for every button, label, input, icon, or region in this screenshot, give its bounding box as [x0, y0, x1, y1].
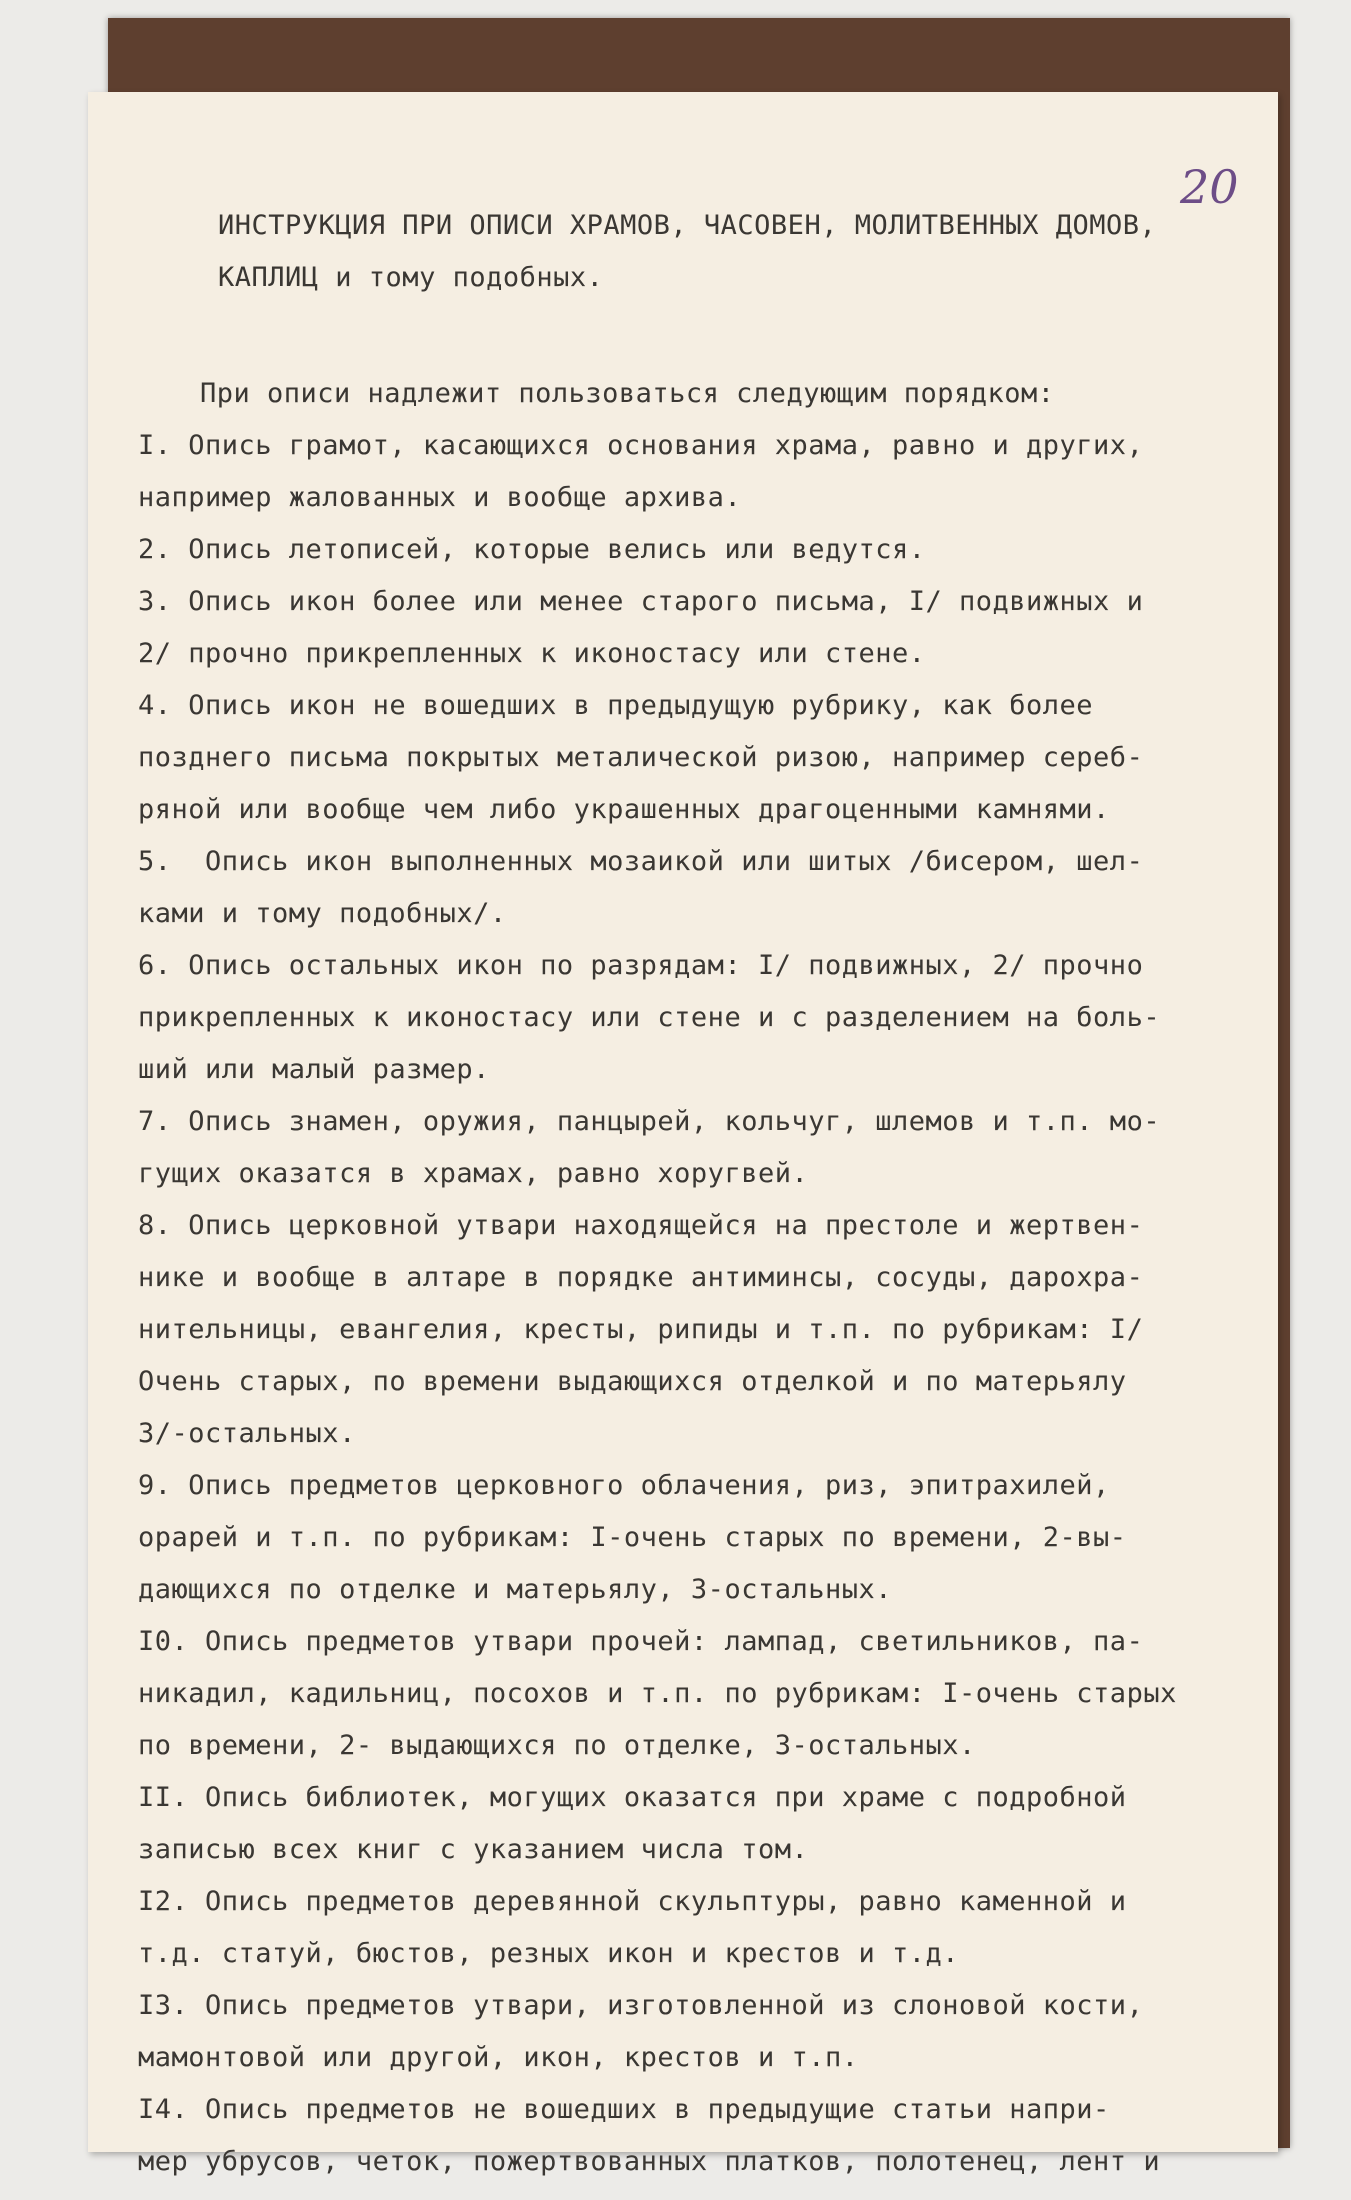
instruction-item	[138, 524, 1288, 576]
instruction-line: никадил, кадильниц, посохов и т.п. по рубрикам: I-очень старых	[138, 1678, 1177, 1709]
instruction-line: ший или малый размер.	[138, 1054, 490, 1085]
instruction-item	[138, 1200, 1288, 1460]
instruction-line: ряной или вообще чем либо украшенных драгоценными камнями.	[138, 794, 1110, 825]
instruction-line: 6. Опись остальных икон по разрядам: I/ подвижных, 2/ прочно	[138, 950, 1144, 981]
instruction-line: Очень старых, по времени выдающихся отделкой и по матерьялу	[138, 1366, 1127, 1397]
instruction-item	[138, 576, 1288, 680]
instruction-line: нительницы, евангелия, кресты, рипиды и т.п. по рубрикам: I/	[138, 1314, 1144, 1345]
instruction-item	[138, 1616, 1288, 1772]
instruction-item	[138, 1772, 1288, 1876]
instruction-line: нике и вообще в алтаре в порядке антиминсы, сосуды, дарохра-	[138, 1262, 1144, 1293]
instruction-line: 8. Опись церковной утвари находящейся на престоле и жертвен-	[138, 1210, 1144, 1241]
instruction-item	[138, 420, 1288, 524]
instruction-line: I2. Опись предметов деревянной скульптуры, равно каменной и	[138, 1886, 1127, 1917]
instruction-line: 7. Опись знамен, оружия, панцырей, кольчуг, шлемов и т.п. мо-	[138, 1106, 1161, 1137]
instruction-line: 4. Опись икон не вошедших в предыдущую рубрику, как более	[138, 690, 1094, 721]
instruction-line: II. Опись библиотек, могущих оказатся при храме с подробной	[138, 1782, 1127, 1813]
instruction-item	[138, 836, 1288, 940]
instruction-line: 2. Опись летописей, которые велись или ведутся.	[138, 534, 926, 565]
instruction-item	[138, 1096, 1288, 1200]
instruction-item	[138, 680, 1288, 836]
instruction-item	[138, 940, 1288, 1096]
instruction-line: записью всех книг с указанием числа том.	[138, 1834, 809, 1865]
instruction-item	[138, 2084, 1288, 2188]
instruction-line: дающихся по отделке и матерьялу, 3-остальных.	[138, 1574, 892, 1605]
instruction-line: гущих оказатся в храмах, равно хоругвей.	[138, 1158, 809, 1189]
instruction-line: I0. Опись предметов утвари прочей: лампад, светильников, па-	[138, 1626, 1144, 1657]
instruction-line: 3. Опись икон более или менее старого письма, I/ подвижных и	[138, 586, 1144, 617]
instruction-line: 5. Опись икон выполненных мозаикой или шитых /бисером, шел-	[138, 846, 1144, 877]
instruction-line: например жалованных и вообще архива.	[138, 482, 742, 513]
instruction-line: I4. Опись предметов не вошедших в предыдущие статьи напри-	[138, 2094, 1110, 2125]
instruction-line: мер убрусов, четок, пожертвованных платков, полотенец, лент и	[138, 2146, 1161, 2177]
instruction-line: прикрепленных к иконостасу или стене и с разделением на боль-	[138, 1002, 1161, 1033]
instruction-line: 2/ прочно прикрепленных к иконостасу или стене.	[138, 638, 926, 669]
title-line: КАПЛИЦ и тому подобных.	[218, 262, 604, 293]
instruction-list	[138, 420, 1288, 2188]
instruction-line: мамонтовой или другой, икон, крестов и т.п.	[138, 2042, 859, 2073]
instruction-line: т.д. статуй, бюстов, резных икон и крестов и т.д.	[138, 1938, 960, 1969]
instruction-line: I3. Опись предметов утвари, изготовленной из слоновой кости,	[138, 1990, 1144, 2021]
intro-text: При описи надлежит пользоваться следующим порядком:	[200, 378, 1055, 409]
document-title	[218, 200, 1288, 304]
instruction-item	[138, 1980, 1288, 2084]
instruction-line: I. Опись грамот, касающихся основания храма, равно и других,	[138, 430, 1144, 461]
document-text	[138, 200, 1288, 2188]
instruction-line: ками и тому подобных/.	[138, 898, 507, 929]
instruction-item	[138, 1460, 1288, 1616]
instruction-line: 3/-остальных.	[138, 1418, 356, 1449]
instruction-line: по времени, 2- выдающихся по отделке, 3-остальных.	[138, 1730, 976, 1761]
instruction-item	[138, 1876, 1288, 1980]
instruction-line: 9. Опись предметов церковного облачения, риз, эпитрахилей,	[138, 1470, 1110, 1501]
instruction-line: орарей и т.п. по рубрикам: I-очень старых по времени, 2-вы-	[138, 1522, 1127, 1553]
instruction-line: позднего письма покрытых металической ризою, например сереб-	[138, 742, 1144, 773]
title-line: ИНСТРУКЦИЯ ПРИ ОПИСИ ХРАМОВ, ЧАСОВЕН, МОЛИТВЕННЫХ ДОМОВ,	[218, 210, 1157, 241]
folio-number: 20	[1180, 160, 1239, 214]
